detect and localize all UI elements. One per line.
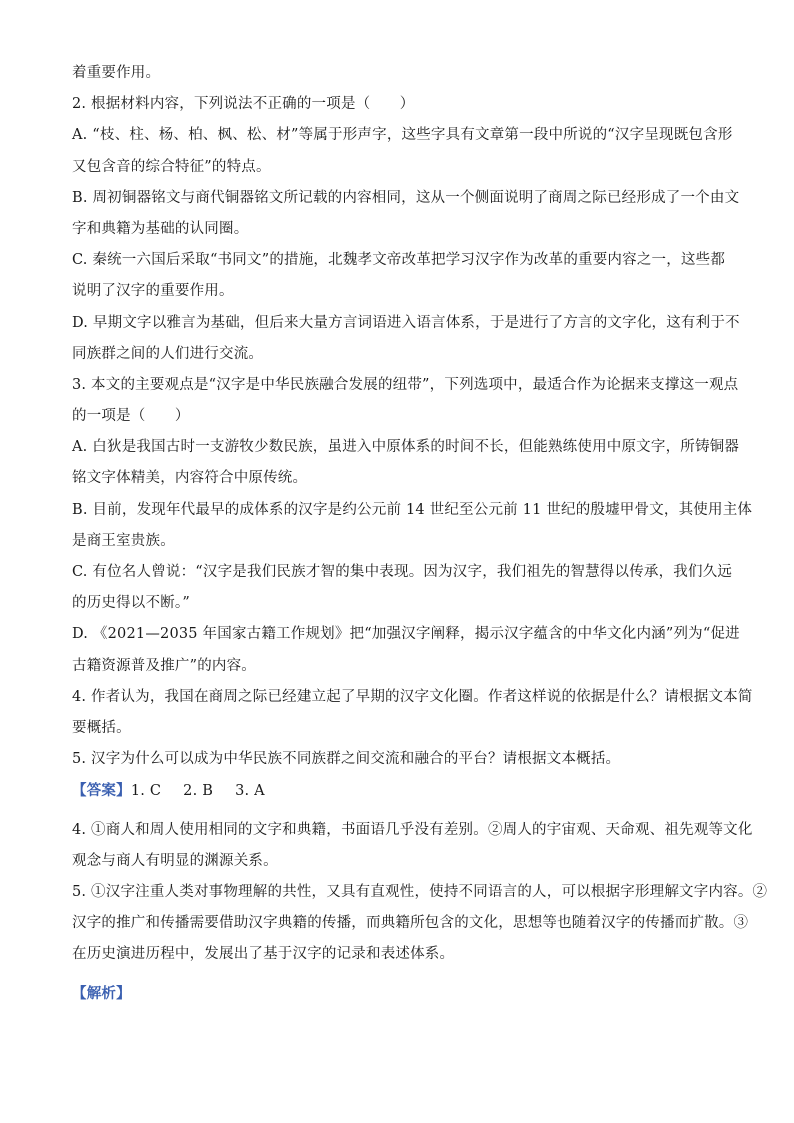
option-line: C. 有位名人曾说：“汉字是我们民族才智的集中表现。因为汉字，我们祖先的智慧得以传承，我们久远: [72, 564, 733, 580]
option-line: B. 周初铜器铭文与商代铜器铭文所记载的内容相同，这从一个侧面说明了商周之际已经形成了一个由文: [72, 189, 740, 206]
answer-line: [72, 775, 722, 806]
option-line: A. “枝、柱、杨、柏、枫、松、材”等属于形声字，这些字具有文章第一段中所说的“汉字呈现既包含形: [72, 127, 733, 144]
answer-4-cont: 观念与商人有明显的渊源关系。: [72, 852, 278, 869]
answer-label: 【答案】: [72, 782, 131, 800]
option-line: B. 目前，发现年代最早的成体系的汉字是约公元前 14 世纪至公元前 11 世纪的殷墟甲骨文，其使用主体: [72, 501, 753, 518]
option-line: 的历史得以不断。”: [72, 595, 190, 612]
option-line: A. 白狄是我国古时一支游牧少数民族，虽进入中原体系的时间不长，但能熟练使用中原文字，所铸铜器: [72, 439, 740, 456]
option-line: 字和典籍为基础的认同圈。: [72, 220, 249, 237]
question-4: 4. 作者认为，我国在商周之际已经建立起了早期的汉字文化圈。作者这样说的依据是什么？请根据文本简: [72, 688, 753, 705]
answer-5-cont: 在历史演进历程中，发展出了基于汉字的记录和表述体系。: [72, 946, 455, 963]
option-line: 又包含音的综合特征”的特点。: [72, 158, 271, 175]
text-line: 着重要作用。: [72, 65, 161, 81]
option-line: 是商王室贵族。: [72, 532, 175, 549]
answer-item: 3. A: [235, 783, 265, 800]
question-3: 3. 本文的主要观点是“汉字是中华民族融合发展的纽带”，下列选项中，最适合作为论据来支撑这一观点: [72, 376, 739, 393]
option-line: D. 早期文字以雅言为基础，但后来大量方言词语进入语言体系，于是进行了方言的文字化，这有利于不: [72, 314, 740, 331]
question-3-cont: 的一项是（ ）: [72, 408, 190, 425]
question-4-cont: 要概括。: [72, 719, 131, 736]
option-line: C. 秦统一六国后采取“书同文”的措施，北魏孝文帝改革把学习汉字作为改革的重要内容之一，这些都: [72, 252, 726, 269]
option-line: 铭文字体精美，内容符合中原传统。: [72, 470, 308, 487]
answer-5-cont: 汉字的推广和传播需要借助汉字典籍的传播，而典籍所包含的文化，思想等也随着汉字的传播而扩散。③: [72, 915, 749, 932]
analysis-line: [72, 978, 722, 1009]
question-5: 5. 汉字为什么可以成为中华民族不同族群之间交流和融合的平台？请根据文本概括。: [72, 751, 621, 768]
option-line: 同族群之间的人们进行交流。: [72, 345, 264, 362]
option-line: 说明了汉字的重要作用。: [72, 283, 234, 300]
document-page: [72, 58, 768, 1010]
answer-item: 2. B: [183, 783, 214, 800]
option-line: D. 《2021—2035 年国家古籍工作规划》把“加强汉字阐释，揭示汉字蕴含的中华文化内涵”列为“促进: [72, 626, 740, 643]
analysis-label: 【解析】: [72, 985, 131, 1003]
question-2: 2. 根据材料内容，下列说法不正确的一项是（ ）: [72, 96, 415, 113]
option-line: 古籍资源普及推广”的内容。: [72, 657, 257, 674]
answer-4: 4. ①商人和周人使用相同的文字和典籍，书面语几乎没有差别。②周人的宇宙观、天命观、祖先观等文化: [72, 821, 753, 838]
answer-item: 1. C: [130, 783, 162, 800]
answer-5: 5. ①汉字注重人类对事物理解的共性，又具有直观性，使持不同语言的人，可以根据字形理解文字内容。②: [72, 883, 768, 900]
